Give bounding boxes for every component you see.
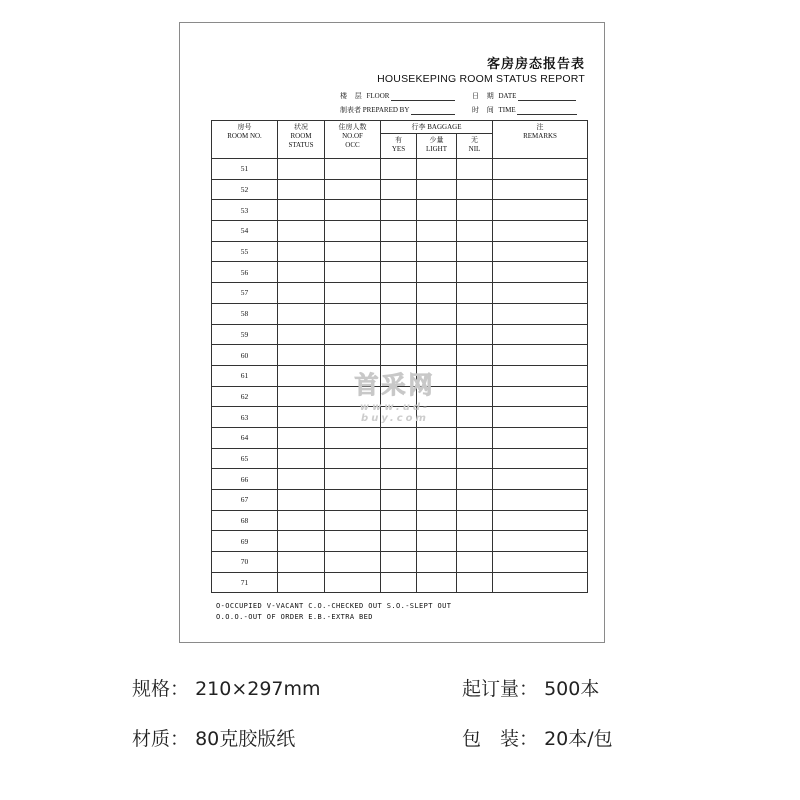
- table-row: [212, 490, 588, 511]
- baggage-yes-cell[interactable]: [381, 221, 417, 242]
- baggage-nil-cell[interactable]: [457, 221, 493, 242]
- occupants-cell[interactable]: [325, 324, 381, 345]
- table-row: [212, 200, 588, 221]
- form-title-cn: 客房房态报告表: [486, 57, 585, 72]
- watermark-url: www.ud-buy.com: [359, 402, 431, 424]
- room-status-cell[interactable]: [278, 179, 325, 200]
- spec-size-value: 210×297mm: [195, 678, 321, 700]
- baggage-yes-cell[interactable]: [381, 510, 417, 531]
- room-status-cell[interactable]: [278, 510, 325, 531]
- occupants-cell[interactable]: [325, 303, 381, 324]
- table-row: [212, 427, 588, 448]
- room-number-cell: 59: [212, 324, 278, 345]
- spec-size: [132, 674, 321, 701]
- header-status-en1: ROOM: [290, 132, 312, 140]
- room-status-cell[interactable]: [278, 324, 325, 345]
- remarks-cell[interactable]: [493, 510, 588, 531]
- legend-line-2: O.O.O.-OUT OF ORDER E.B.-EXTRA BED: [216, 613, 373, 621]
- occupants-cell[interactable]: [325, 531, 381, 552]
- baggage-nil-cell[interactable]: [457, 490, 493, 511]
- baggage-light-cell[interactable]: [417, 262, 457, 283]
- remarks-cell[interactable]: [493, 179, 588, 200]
- spec-material-value: 80克胶版纸: [195, 728, 296, 750]
- baggage-nil-cell[interactable]: [457, 552, 493, 573]
- spec-packaging-label: 包 装：: [462, 728, 539, 750]
- remarks-cell[interactable]: [493, 200, 588, 221]
- spec-moq-value: 500本: [544, 678, 600, 700]
- header-remarks-en: REMARKS: [523, 132, 557, 140]
- table-row: [212, 159, 588, 180]
- baggage-light-cell[interactable]: [417, 345, 457, 366]
- header-occ-en2: OCC: [345, 141, 360, 149]
- baggage-yes-cell[interactable]: [381, 572, 417, 593]
- baggage-light-cell[interactable]: [417, 365, 457, 386]
- room-status-cell[interactable]: [278, 241, 325, 262]
- remarks-cell[interactable]: [493, 345, 588, 366]
- report-form-sheet: [179, 22, 605, 643]
- occupants-cell[interactable]: [325, 469, 381, 490]
- baggage-yes-cell[interactable]: [381, 241, 417, 262]
- table-row: [212, 262, 588, 283]
- occupants-cell[interactable]: [325, 345, 381, 366]
- room-status-cell[interactable]: [278, 407, 325, 428]
- occupants-cell[interactable]: [325, 221, 381, 242]
- table-row: [212, 324, 588, 345]
- baggage-yes-cell[interactable]: [381, 262, 417, 283]
- room-number-cell: 55: [212, 241, 278, 262]
- spec-material-label: 材质：: [132, 728, 190, 750]
- room-number-cell: 52: [212, 179, 278, 200]
- room-number-cell: 71: [212, 572, 278, 593]
- header-status-cn: 状况: [294, 123, 308, 131]
- spec-size-label: 规格：: [132, 678, 190, 700]
- header-baggage: 行李 BAGGAGE: [381, 121, 493, 134]
- room-status-cell[interactable]: [278, 552, 325, 573]
- baggage-nil-cell[interactable]: [457, 241, 493, 262]
- occupants-cell[interactable]: [325, 159, 381, 180]
- occupants-cell[interactable]: [325, 241, 381, 262]
- baggage-yes-cell[interactable]: [381, 365, 417, 386]
- table-row: [212, 303, 588, 324]
- table-row: [212, 345, 588, 366]
- baggage-light-cell[interactable]: [417, 469, 457, 490]
- baggage-nil-cell[interactable]: [457, 324, 493, 345]
- remarks-cell[interactable]: [493, 531, 588, 552]
- room-number-cell: 69: [212, 531, 278, 552]
- room-number-cell: 68: [212, 510, 278, 531]
- occupants-cell[interactable]: [325, 490, 381, 511]
- header-baggage-yes: [381, 134, 417, 159]
- date-label-en: DATE: [498, 92, 517, 100]
- spec-moq: [462, 674, 599, 701]
- table-row: [212, 407, 588, 428]
- spec-material: [132, 724, 295, 751]
- baggage-nil-cell[interactable]: [457, 262, 493, 283]
- room-status-cell[interactable]: [278, 469, 325, 490]
- header-status-en2: STATUS: [288, 141, 314, 149]
- time-label-en: TIME: [498, 106, 516, 114]
- baggage-nil-cell[interactable]: [457, 531, 493, 552]
- room-status-cell[interactable]: [278, 283, 325, 304]
- occupants-cell[interactable]: [325, 552, 381, 573]
- baggage-yes-cell[interactable]: [381, 448, 417, 469]
- baggage-nil-cell[interactable]: [457, 448, 493, 469]
- time-line: [517, 106, 577, 115]
- room-number-cell: 67: [212, 490, 278, 511]
- room-status-cell[interactable]: [278, 262, 325, 283]
- room-number-cell: 62: [212, 386, 278, 407]
- baggage-yes-cell[interactable]: [381, 407, 417, 428]
- occupants-cell[interactable]: [325, 386, 381, 407]
- baggage-nil-cell[interactable]: [457, 572, 493, 593]
- occupants-cell[interactable]: [325, 262, 381, 283]
- occupants-cell[interactable]: [325, 427, 381, 448]
- header-baggage-nil: [457, 134, 493, 159]
- floor-label-cn: 楼 层: [340, 92, 365, 100]
- form-title-en: HOUSEKEPING ROOM STATUS REPORT: [377, 73, 585, 85]
- spec-moq-label: 起订量：: [462, 678, 539, 700]
- table-row: [212, 386, 588, 407]
- baggage-light-cell[interactable]: [417, 427, 457, 448]
- room-number-cell: 51: [212, 159, 278, 180]
- status-legend: [216, 601, 451, 623]
- baggage-light-cell[interactable]: [417, 324, 457, 345]
- room-number-cell: 61: [212, 365, 278, 386]
- baggage-nil-cell[interactable]: [457, 345, 493, 366]
- floor-line: [391, 92, 455, 101]
- occupants-cell[interactable]: [325, 572, 381, 593]
- remarks-cell[interactable]: [493, 448, 588, 469]
- room-status-cell[interactable]: [278, 159, 325, 180]
- remarks-cell[interactable]: [493, 572, 588, 593]
- watermark-logo: 首采网: [354, 371, 436, 399]
- occupants-cell[interactable]: [325, 179, 381, 200]
- remarks-cell[interactable]: [493, 490, 588, 511]
- room-status-cell[interactable]: [278, 345, 325, 366]
- remarks-cell[interactable]: [493, 427, 588, 448]
- room-number-cell: 53: [212, 200, 278, 221]
- baggage-nil-cell[interactable]: [457, 407, 493, 428]
- baggage-light-cell[interactable]: [417, 179, 457, 200]
- remarks-cell[interactable]: [493, 324, 588, 345]
- room-status-cell[interactable]: [278, 531, 325, 552]
- table-row: [212, 283, 588, 304]
- remarks-cell[interactable]: [493, 469, 588, 490]
- baggage-nil-cell[interactable]: [457, 469, 493, 490]
- baggage-nil-cell[interactable]: [457, 200, 493, 221]
- room-status-cell[interactable]: [278, 490, 325, 511]
- header-light-en: LIGHT: [426, 145, 447, 153]
- table-row: [212, 552, 588, 573]
- header-baggage-light: [417, 134, 457, 159]
- remarks-cell[interactable]: [493, 386, 588, 407]
- time-label-cn: 时 间: [472, 106, 497, 114]
- baggage-yes-cell[interactable]: [381, 283, 417, 304]
- header-occ-en1: NO.OF: [342, 132, 363, 140]
- room-status-cell[interactable]: [278, 221, 325, 242]
- header-room-no: [212, 121, 278, 159]
- room-number-cell: 65: [212, 448, 278, 469]
- prepared-label-cn: 制表者: [340, 106, 361, 114]
- prepared-label-en: PREPARED BY: [362, 106, 410, 114]
- remarks-cell[interactable]: [493, 159, 588, 180]
- baggage-light-cell[interactable]: [417, 407, 457, 428]
- room-number-cell: 63: [212, 407, 278, 428]
- occupants-cell[interactable]: [325, 200, 381, 221]
- table-row: [212, 469, 588, 490]
- table-row: [212, 241, 588, 262]
- room-status-table: [211, 120, 588, 593]
- baggage-yes-cell[interactable]: [381, 386, 417, 407]
- baggage-yes-cell[interactable]: [381, 179, 417, 200]
- header-room-no-cn: 房号: [237, 123, 252, 131]
- legend-line-1: O-OCCUPIED V-VACANT C.O.-CHECKED OUT S.O.-SLEPT OUT: [216, 602, 452, 610]
- header-remarks-cn: 注: [536, 123, 544, 131]
- room-number-cell: 70: [212, 552, 278, 573]
- room-number-cell: 64: [212, 427, 278, 448]
- baggage-light-cell[interactable]: [417, 572, 457, 593]
- header-occupants: [325, 121, 381, 159]
- remarks-cell[interactable]: [493, 241, 588, 262]
- baggage-light-cell[interactable]: [417, 531, 457, 552]
- occupants-cell[interactable]: [325, 510, 381, 531]
- prepared-line: [411, 106, 455, 115]
- baggage-nil-cell[interactable]: [457, 510, 493, 531]
- header-remarks: [493, 121, 588, 159]
- remarks-cell[interactable]: [493, 407, 588, 428]
- remarks-cell[interactable]: [493, 303, 588, 324]
- table-row: [212, 572, 588, 593]
- baggage-nil-cell[interactable]: [457, 283, 493, 304]
- remarks-cell[interactable]: [493, 365, 588, 386]
- header-occ-cn: 住房人数: [338, 123, 367, 131]
- baggage-yes-cell[interactable]: [381, 490, 417, 511]
- baggage-yes-cell[interactable]: [381, 427, 417, 448]
- header-yes-cn: 有: [395, 136, 402, 144]
- room-status-cell[interactable]: [278, 427, 325, 448]
- baggage-light-cell[interactable]: [417, 386, 457, 407]
- baggage-light-cell[interactable]: [417, 159, 457, 180]
- baggage-yes-cell[interactable]: [381, 552, 417, 573]
- table-row: [212, 179, 588, 200]
- baggage-yes-cell[interactable]: [381, 345, 417, 366]
- baggage-nil-cell[interactable]: [457, 386, 493, 407]
- spec-packaging-value: 20本/包: [544, 728, 613, 750]
- baggage-nil-cell[interactable]: [457, 179, 493, 200]
- table-row: [212, 221, 588, 242]
- date-label-cn: 日 期: [472, 92, 497, 100]
- room-number-cell: 57: [212, 283, 278, 304]
- table-row: [212, 531, 588, 552]
- room-status-cell[interactable]: [278, 365, 325, 386]
- baggage-yes-cell[interactable]: [381, 469, 417, 490]
- baggage-light-cell[interactable]: [417, 241, 457, 262]
- room-number-cell: 56: [212, 262, 278, 283]
- baggage-yes-cell[interactable]: [381, 200, 417, 221]
- room-status-cell[interactable]: [278, 572, 325, 593]
- header-yes-en: YES: [391, 145, 406, 153]
- baggage-light-cell[interactable]: [417, 510, 457, 531]
- baggage-nil-cell[interactable]: [457, 365, 493, 386]
- time-field: [472, 105, 577, 115]
- table-row: [212, 448, 588, 469]
- baggage-yes-cell[interactable]: [381, 159, 417, 180]
- room-number-cell: 66: [212, 469, 278, 490]
- baggage-nil-cell[interactable]: [457, 427, 493, 448]
- baggage-nil-cell[interactable]: [457, 303, 493, 324]
- baggage-light-cell[interactable]: [417, 303, 457, 324]
- room-status-cell[interactable]: [278, 386, 325, 407]
- header-room-no-en: ROOM NO.: [227, 132, 262, 140]
- room-rows: [212, 159, 588, 593]
- occupants-cell[interactable]: [325, 283, 381, 304]
- header-nil-cn: 无: [471, 136, 479, 144]
- room-number-cell: 54: [212, 221, 278, 242]
- occupants-cell[interactable]: [325, 448, 381, 469]
- remarks-cell[interactable]: [493, 262, 588, 283]
- date-field: [472, 91, 576, 101]
- baggage-light-cell[interactable]: [417, 448, 457, 469]
- floor-field: [340, 91, 455, 101]
- baggage-yes-cell[interactable]: [381, 324, 417, 345]
- room-status-cell[interactable]: [278, 200, 325, 221]
- room-status-cell[interactable]: [278, 448, 325, 469]
- header-room-status: [278, 121, 325, 159]
- header-light-cn: 少量: [429, 136, 444, 144]
- baggage-light-cell[interactable]: [417, 490, 457, 511]
- floor-label-en: FLOOR: [366, 92, 390, 100]
- baggage-yes-cell[interactable]: [381, 531, 417, 552]
- room-number-cell: 60: [212, 345, 278, 366]
- spec-packaging: [462, 724, 613, 751]
- table-row: [212, 365, 588, 386]
- room-number-cell: 58: [212, 303, 278, 324]
- occupants-cell[interactable]: [325, 365, 381, 386]
- prepared-field: [340, 105, 455, 115]
- room-status-cell[interactable]: [278, 303, 325, 324]
- baggage-light-cell[interactable]: [417, 200, 457, 221]
- remarks-cell[interactable]: [493, 552, 588, 573]
- date-line: [518, 92, 576, 101]
- baggage-light-cell[interactable]: [417, 221, 457, 242]
- baggage-yes-cell[interactable]: [381, 303, 417, 324]
- baggage-light-cell[interactable]: [417, 283, 457, 304]
- baggage-nil-cell[interactable]: [457, 159, 493, 180]
- table-row: [212, 510, 588, 531]
- baggage-light-cell[interactable]: [417, 552, 457, 573]
- header-nil-en: NIL: [468, 145, 481, 153]
- occupants-cell[interactable]: [325, 407, 381, 428]
- remarks-cell[interactable]: [493, 221, 588, 242]
- remarks-cell[interactable]: [493, 283, 588, 304]
